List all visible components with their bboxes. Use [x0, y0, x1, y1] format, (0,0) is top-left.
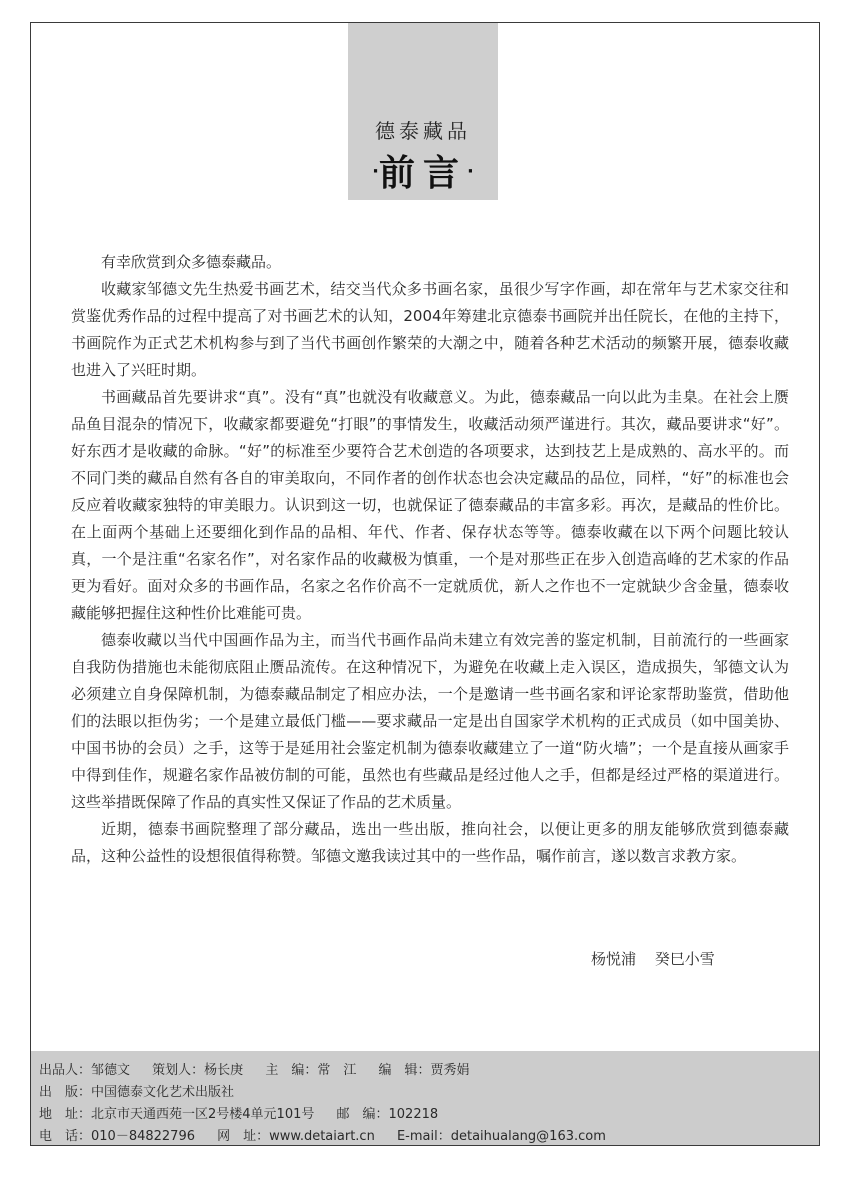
page-title [348, 145, 498, 196]
publisher: 出 版：中国德泰文化艺术出版社 [39, 1085, 235, 1100]
credit-planner: 策划人：杨长庚 [152, 1063, 244, 1078]
page-title-text: 前言 [378, 153, 467, 194]
preface-body [71, 249, 789, 870]
postcode: 邮 编：102218 [336, 1107, 439, 1122]
colophon-row-address [39, 1103, 456, 1122]
paragraph: 有幸欣赏到众多德泰藏品。 [101, 253, 282, 271]
phone: 电 话：010－84822796 [39, 1129, 195, 1144]
title-dot-left: · [372, 161, 379, 182]
paragraph: 德泰收藏以当代中国画作品为主，而当代书画作品尚未建立有效完善的鉴定机制，目前流行的一些画家自我防伪措施也未能彻底阻止赝品流传。在这种情况下，为避免在收藏上走入误区，造成损失，邹德文认为必须建立自身保障机制，为德泰藏品制定了相应办法，一个是邀请一些书画名家和评论家帮助鉴赏，借助他们的法眼以拒伪劣；一个是建立最低门槛——要求藏品一定是出自国家学术机构的正式成员（如中国美协、中国书协的会员）之手，这等于是延用社会鉴定机制为德泰收藏建立了一道“防火墙”；一个是直接从画家手中得到佳作，规避名家作品被仿制的可能，虽然也有些藏品是经过他人之手，但都是经过严格的渠道进行。这些举措既保障了作品的真实性又保证了作品的艺术质量。 [71, 631, 789, 811]
credit-chief-editor: 主 编：常 江 [265, 1063, 357, 1078]
email: E-mail：detaihualang@163.com [396, 1129, 606, 1144]
paragraph: 近期，德泰书画院整理了部分藏品，选出一些出版，推向社会，以便让更多的朋友能够欣赏到德泰藏品，这种公益性的设想很值得称赞。邹德文邀我读过其中的一些作品，嘱作前言，遂以数言求教方家。 [71, 820, 789, 865]
page-frame [30, 22, 820, 1146]
signature: 杨悦浦 癸巳小雪 [591, 950, 715, 968]
colophon-row-publisher [39, 1081, 252, 1100]
collection-name: 德泰藏品 [375, 119, 471, 143]
colophon [31, 1051, 819, 1145]
title-dot-right: · [467, 161, 474, 182]
credit-editor: 编 辑：贾秀娟 [378, 1063, 470, 1078]
credit-producer: 出品人：邹德文 [39, 1063, 131, 1078]
colophon-row-credits [39, 1059, 487, 1078]
title-block [348, 23, 498, 200]
website: 网 址：www.detaiart.cn [217, 1129, 375, 1144]
paragraph: 收藏家邹德文先生热爱书画艺术，结交当代众多书画名家，虽很少写字作画，却在常年与艺术家交往和赏鉴优秀作品的过程中提高了对书画艺术的认知，2004年筹建北京德泰书画院并出任院长，在他的主持下，书画院作为正式艺术机构参与到了当代书画创作繁荣的大潮之中，随着各种艺术活动的频繁开展，德泰收藏也进入了兴旺时期。 [71, 280, 789, 379]
paragraph: 书画藏品首先要讲求“真”。没有“真”也就没有收藏意义。为此，德泰藏品一向以此为圭臬。在社会上赝品鱼目混杂的情况下，收藏家都要避免“打眼”的事情发生，收藏活动须严谨进行。其次，藏品要讲求“好”。好东西才是收藏的命脉。“好”的标准至少要符合艺术创造的各项要求，达到技艺上是成熟的、高水平的。而不同门类的藏品自然有各自的审美取向，不同作者的创作状态也会决定藏品的品位，同样，“好”的标准也会反应着收藏家独特的审美眼力。认识到这一切，也就保证了德泰藏品的丰富多彩。再次，是藏品的性价比。在上面两个基础上还要细化到作品的品相、年代、作者、保存状态等等。德泰收藏在以下两个问题比较认真，一个是注重“名家名作”，对名家作品的收藏极为慎重，一个是对那些正在步入创造高峰的艺术家的作品更为看好。面对众多的书画作品，名家之名作价高不一定就质优，新人之作也不一定就缺少含金量，德泰收藏能够把握住这种性价比难能可贵。 [71, 388, 789, 622]
colophon-row-contact [39, 1125, 624, 1144]
address: 地 址：北京市天通西苑一区2号楼4单元101号 [39, 1107, 315, 1122]
